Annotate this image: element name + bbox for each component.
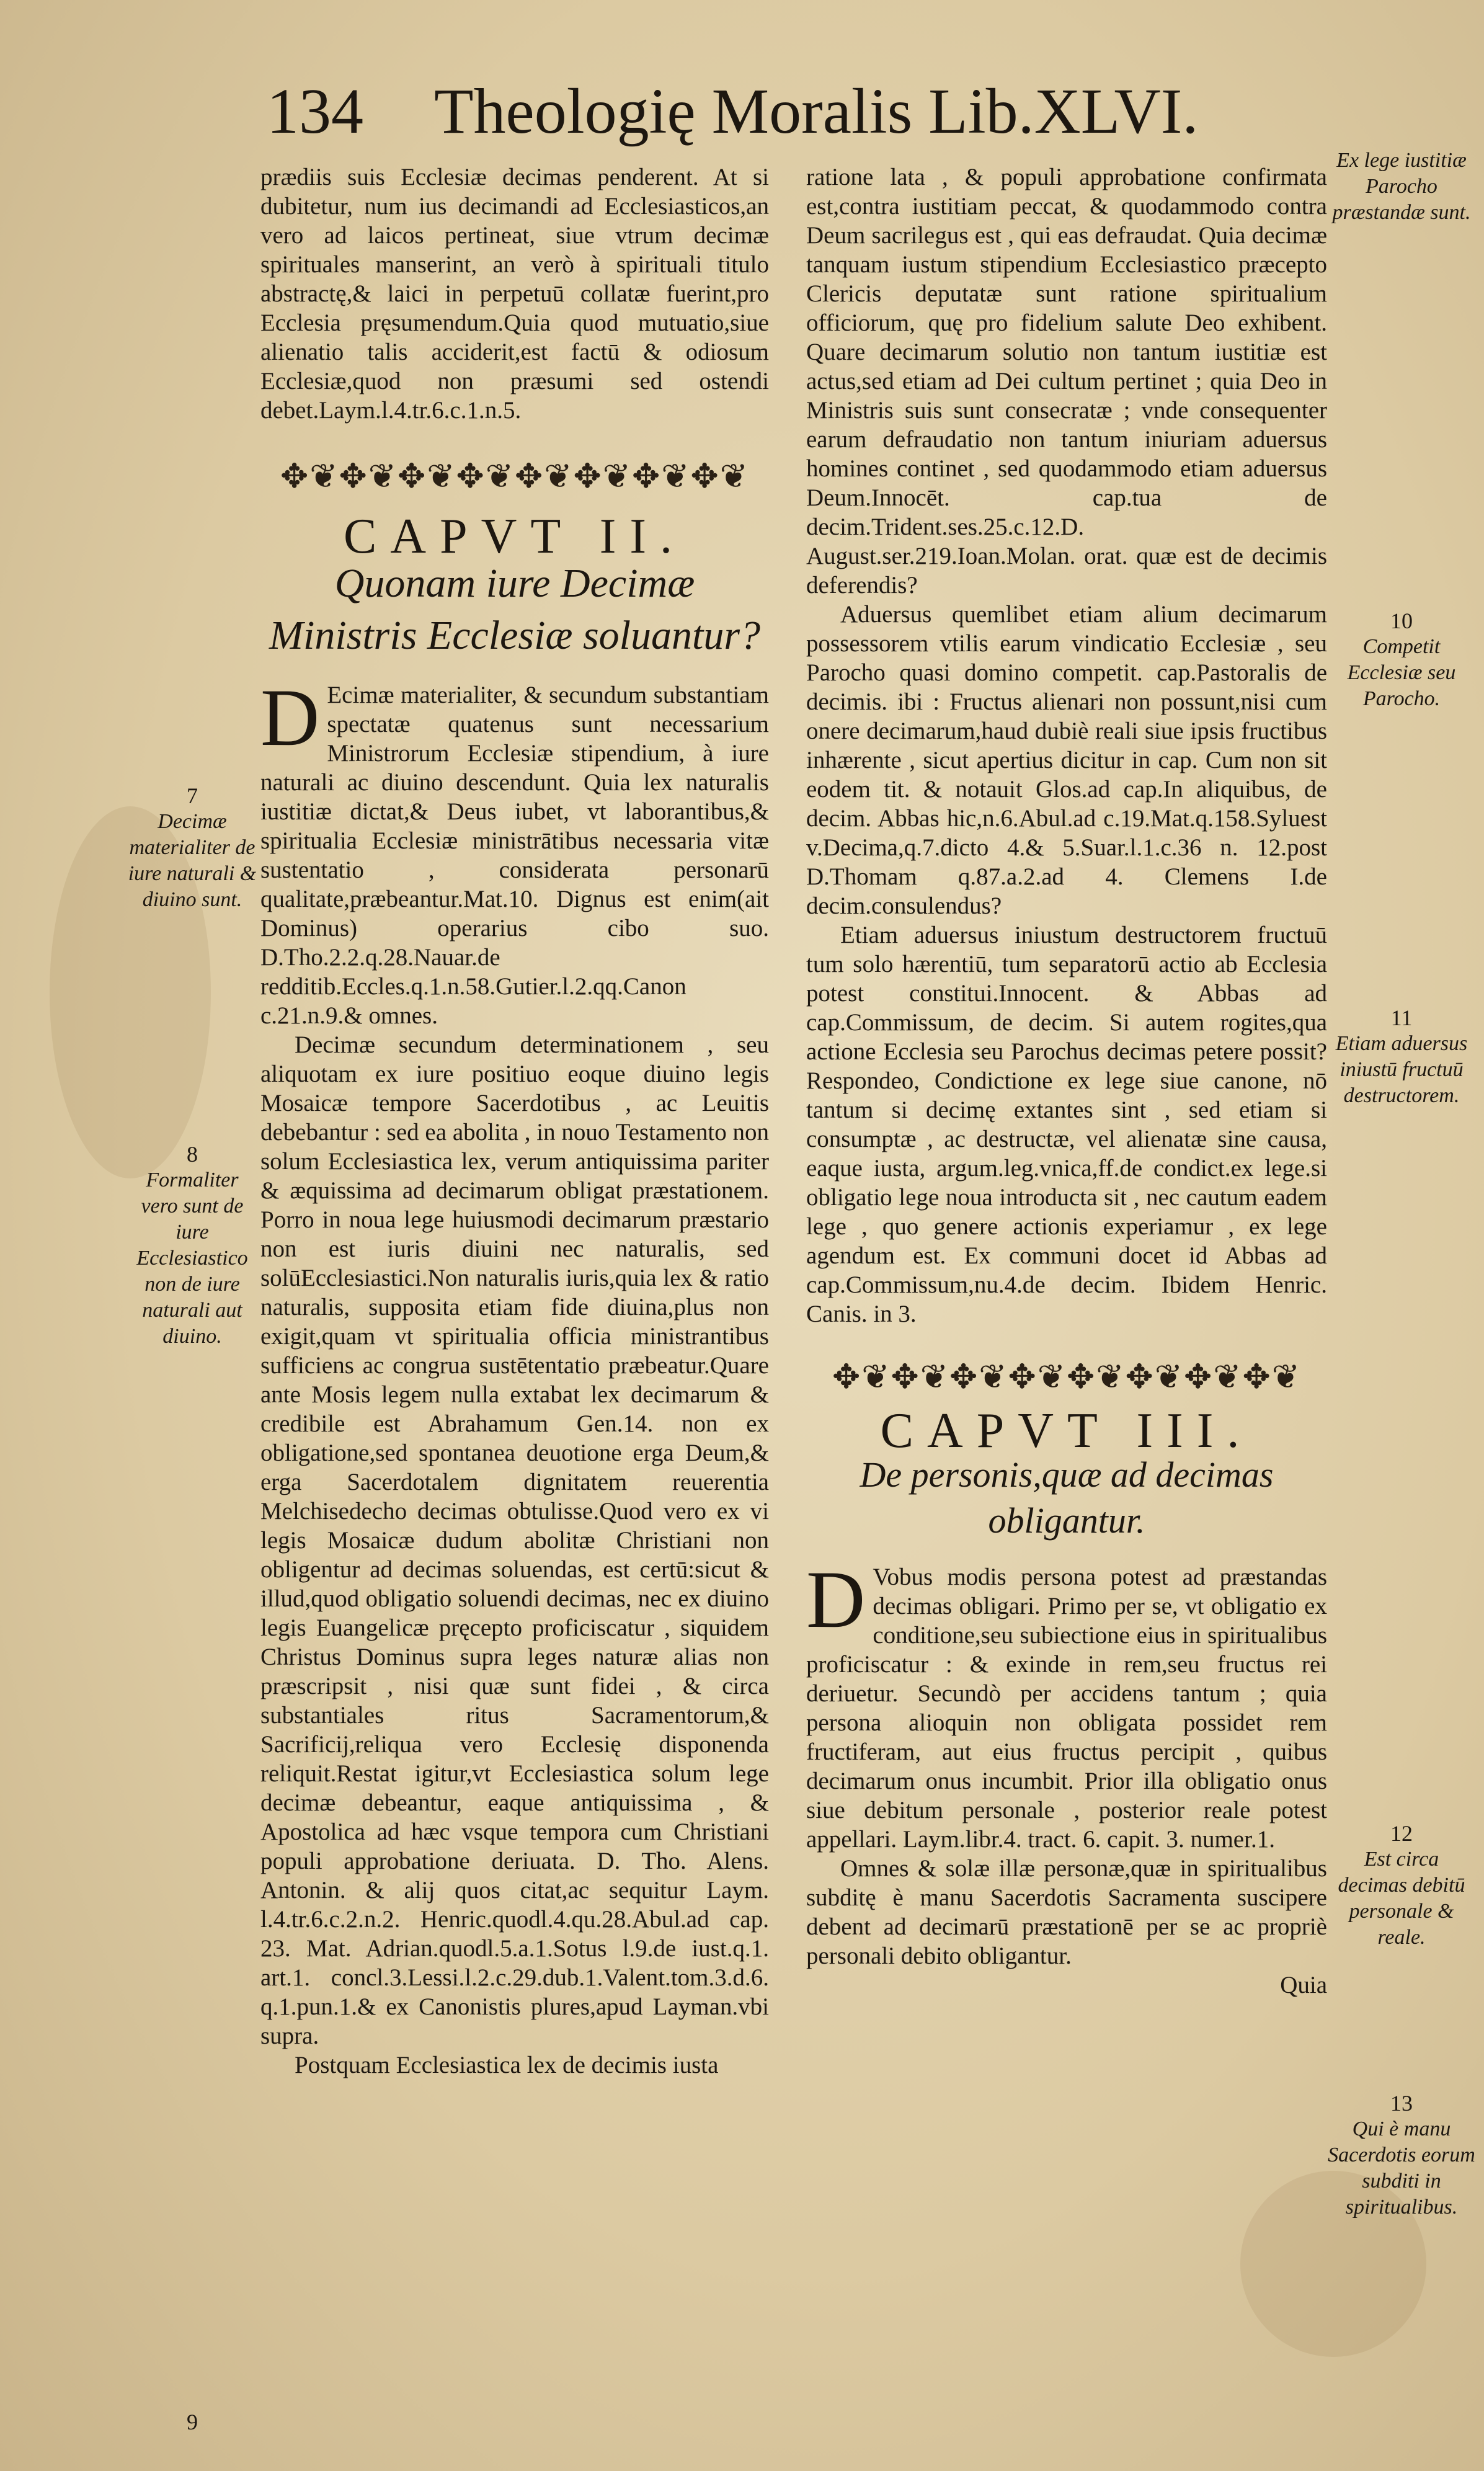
catchword: Quia	[1280, 1972, 1327, 1998]
chapter-subtitle: Quonam iure Decimæ Ministris Ecclesiæ soluantur?	[269, 561, 760, 658]
page-header	[267, 74, 1271, 155]
margin-note-number: 12	[1390, 1821, 1413, 1846]
drop-capital: D	[806, 1554, 866, 1645]
margin-note-10	[1327, 608, 1476, 712]
margin-note-8	[127, 1141, 257, 1350]
chapter-heading: CAPVT II.	[343, 509, 686, 564]
margin-note-9	[127, 2409, 257, 2435]
margin-note-text: Est circa decimas debitū personale & reale.	[1338, 1848, 1465, 1949]
chapter-subtitle: De personis,quæ ad decimas obligantur.	[860, 1454, 1274, 1541]
margin-note-number: 10	[1390, 608, 1413, 633]
margin-note-12	[1327, 1820, 1476, 1951]
left-column	[260, 163, 769, 2080]
body-paragraph: Ecimæ materialiter, & secundum substantiam spectatæ quatenus sunt necessarium Ministrorum Ecclesiæ stipendium, à iure naturali ac diuino descendunt. Quia lex naturalis iustitiæ dictat,& Deus iubet, vt laborantibus,& spiritualia Ecclesiæ ministrātibus necessaria vitæ sustentatio , considerata personarū qualitate,præbeantur.Mat.10. Dignus est enim(ait Dominus) operarius cibo suo. D.Tho.2.2.q.28.Nauar.de redditib.Eccles.q.1.n.58.Gutier.l.2.qq.Canon c.21.n.9.& omnes.	[260, 682, 769, 1029]
right-column	[806, 163, 1327, 2000]
margin-note-7	[127, 783, 257, 913]
body-paragraph: Postquam Ecclesiastica lex de decimis iusta	[295, 2052, 719, 2078]
ornament-band: ✥❦✥❦✥❦✥❦✥❦✥❦✥❦✥❦	[832, 1358, 1301, 1396]
ornament-band: ✥❦✥❦✥❦✥❦✥❦✥❦✥❦✥❦	[280, 458, 749, 495]
margin-note-11	[1327, 1005, 1476, 1109]
body-paragraph: Etiam aduersus iniustum destructorem fructuū tum solo hærentiū, tum separatorū actio ab Ecclesia potest constitui.Innocent. & Abbas ad cap.Commissum, de decim. Si autem rogites,qua actione Ecclesia seu Parochus decimas petere possit?Respondeo, Condictione ex lege siue canone, nō tantum si decimę extantes sint , sed etiam si consumptæ , ac destructæ, vel alienatæ sine causa, eaque iusta, argum.leg.vnica,ff.de condict.ex lege.si obligatio lege noua introducta sit , nec cautum eadem lege , quo genere actionis experiamur , ex lege agendum est. Ex communi docet id Abbas ad cap.Commissum,nu.4.de decim. Ibidem Henric. Canis. in 3.	[806, 922, 1327, 1327]
margin-note-13	[1327, 2090, 1476, 2220]
margin-note-number: 7	[187, 783, 198, 808]
margin-note-text: Formaliter vero sunt de iure Ecclesiastico non de iure naturali aut diuino.	[136, 1169, 248, 1348]
chapter-heading: CAPVT III.	[880, 1404, 1253, 1458]
body-paragraph: Decimæ secundum determinationem , seu aliquotam ex iure positiuo eoque diuino legis Mosaicæ tempore Sacerdotibus , ac Leuitis debebantur : sed ea abolita , in nouo Testamento non solum Ecclesiastica lex, verum antiquissima pariter & æquissima ad decimarum obligat præstationem. Porro in noua lege huiusmodi decimarum præstario non est iuris diuini nec naturalis, sed solūEcclesiastici.Non naturalis iuris,quia lex & ratio naturalis, supposita etiam fide diuina,plus non exigit,quam vt spiritualia officia ministrantibus sufficiens ac congrua sustētentatio præbeatur.Quare ante Mosis legem nulla extabat lex decimarum & credibile est Abrahamum Gen.14. non ex obligatione,sed spontanea deuotione erga Deum,& erga Sacerdotalem dignitatem reuerentia Melchisedecho decimas obtulisse.Quod vero ex vi legis Mosaicæ dudum abolitæ Christiani non obligentur ad decimas soluendas, est certū:sicut & illud,quod obligatio soluendi decimas, nec ex diuino legis Euangelicæ pręcepto proficiscatur , siquidem Christus Dominus supra leges naturæ alias non præscripsit , nisi quæ sunt fidei , & circa substantiales ritus Sacramentorum,& Sacrificij,reliqua vero Ecclesię disponenda reliquit.Restat igitur,vt Ecclesiastica solum lege decimæ debeantur, eaque antiquissima , & Apostolica ad hæc vsque tempora cum Christiani populi approbatione deriuata. D. Tho. Alens. Antonin. & alij quos citat,ac sequitur Laym. l.4.tr.6.c.2.n.2. Henric.quodl.4.qu.28.Abul.ad cap. 23. Mat. Adrian.quodl.5.a.1.Sotus l.9.de iust.q.1. art.1. concl.3.Lessi.l.2.c.29.dub.1.Valent.tom.3.d.6. q.1.pun.1.& ex Canonistis plures,apud Layman.vbi supra.	[260, 1031, 769, 2049]
body-paragraph: Vobus modis persona potest ad præstandas decimas obligari. Primo per se, vt obligatio ex conditione,seu subiectione eius in spiritualibus proficiscatur : & exinde in rem,seu fructus rei deriuetur. Secundò per accidens tantum ; quia persona alioquin non obligata possidet rem fructiferam, aut eius fructus percipit , quibus decimarum onus incumbit. Prior illa obligatio onus siue debitum personale , posterior reale potest appellari. Laym.libr.4. tract. 6. capit. 3. numer.1.	[806, 1564, 1327, 1853]
margin-note-text: Etiam aduersus iniustū fructuū destructorem.	[1335, 1032, 1468, 1107]
margin-note-text: Ex lege iustitiæ Parocho præstandæ sunt.	[1332, 149, 1471, 224]
margin-note-text: Competit Ecclesiæ seu Parocho.	[1347, 635, 1456, 710]
margin-note-number: 9	[187, 2410, 198, 2434]
body-paragraph: ratione lata , & populi approbatione confirmata est,contra iustitiam peccat, & quodammodo contra Deum sacrilegus est , qui eas defraudat. Quia decimæ tanquam iustum stipendium Ecclesiastico præcepto Clericis deputatæ sunt ratione spiritualium officiorum, quę pro fidelium salute Deo exhibent. Quare decimarum solutio non tantum iustitiæ est actus,sed etiam ad Dei cultum pertinet ; quia Deo in Ministris suis sunt consecratæ ; vnde consequenter earum defraudatio non tantum iniuriam aduersus homines continet , sed quodammodo etiam aduersus Deum.Innocēt. cap.tua de decim.Trident.ses.25.c.12.D. August.ser.219.Ioan.Molan. orat. quæ est de decimis deferendis?	[806, 164, 1327, 599]
margin-note-text: Decimæ materialiter de iure naturali & diuino sunt.	[128, 810, 257, 911]
running-title: Theologię Moralis Lib.XLVI.	[434, 76, 1199, 147]
margin-note-number: 13	[1390, 2091, 1413, 2116]
intro-paragraph: prædiis suis Ecclesiæ decimas penderent. At si dubitetur, num ius decimandi ad Ecclesiasticos,an vero ad laicos pertineat, siue vtrum decimæ spirituales manserint, an verò à spirituali titulo abstractę,& laici in perpetuū collatæ fuerint,pro Ecclesia pręsumendum.Quia quod mutuatio,siue alienatio talis acciderit,est factū & odiosum Ecclesiæ,quod non præsumi sed ostendi debet.Laym.l.4.tr.6.c.1.n.5.	[260, 164, 769, 424]
drop-capital: D	[260, 672, 320, 763]
margin-note-text: Qui è manu Sacerdotis eorum subditi in spiritualibus.	[1328, 2117, 1475, 2219]
margin-note-number: 11	[1390, 1005, 1413, 1030]
margin-note-top	[1327, 148, 1476, 226]
margin-note-number: 8	[187, 1142, 198, 1167]
page-number: 134	[267, 76, 363, 147]
body-paragraph: Aduersus quemlibet etiam alium decimarum possessorem vtilis earum vindicatio Ecclesiæ , seu Parocho quasi domino competit. cap.Pastoralis de decimis. ibi : Fructus alienari non possunt,nisi cum onere decimarum,haud dubiè reali siue ipsis fructibus inhærente , sicut apertius dicitur in cap. Cum non sit eodem tit. & notauit Glos.ad cap.In aliquibus, de decim. Abbas hic,n.6.Abul.ad c.19.Mat.q.158.Syluest v.Decima,q.7.dicto 4.& 5.Suar.l.1.c.36 n. 12.post D.Thomam q.87.a.2.ad 4. Clemens I.de decim.consulendus?	[806, 601, 1327, 919]
body-paragraph: Omnes & solæ illæ personæ,quæ in spiritualibus subditę è manu Sacerdotis Sacramenta suscipere debent ad decimarū præstationē per se ac propriè personali debito obligantur.	[806, 1855, 1327, 1969]
